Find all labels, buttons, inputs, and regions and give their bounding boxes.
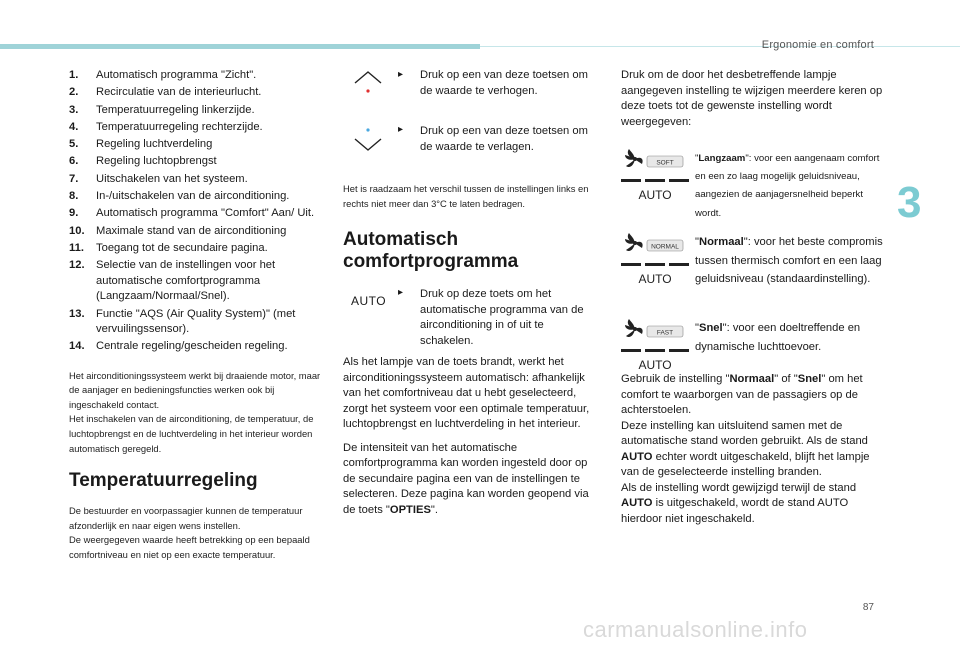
list-item xyxy=(69,339,331,355)
item-text: Temperatuurregeling rechterzijde. xyxy=(96,120,263,133)
page-number: 87 xyxy=(862,602,874,613)
text: echter wordt uitgeschakeld, blijft het lampje van de geselecteerde instelling branden. xyxy=(621,450,870,478)
bullet-marker: ▸ xyxy=(398,287,404,299)
header-rule xyxy=(480,46,960,47)
bullet-marker: ▸ xyxy=(398,69,404,80)
item-text: Uitschakelen van het systeem. xyxy=(96,172,248,185)
mode-badge: SOFT xyxy=(656,159,674,167)
chevron-up-icon xyxy=(353,68,383,100)
para-intensity-end: ". xyxy=(430,503,439,516)
fast-label: Snel xyxy=(797,373,822,385)
item-text: Centrale regeling/gescheiden regeling. xyxy=(96,340,288,353)
text: is uitgeschakeld, wordt de stand AUTO hierdoor niet ingeschakeld. xyxy=(621,497,849,525)
auto-button-label: AUTO xyxy=(351,294,387,309)
item-number: 12. xyxy=(69,259,85,272)
text: " om het comfort te waarborgen van de passagiers op de achterstoelen. xyxy=(621,373,863,416)
text: " of " xyxy=(774,373,798,385)
text: Als de instelling wordt gewijzigd terwijl de stand xyxy=(621,481,857,494)
list-item xyxy=(69,137,331,153)
item-text: Functie "AQS (Air Quality System)" (met vervuilingssensor). xyxy=(96,307,296,336)
item-text: Recirculatie van de interieurlucht. xyxy=(96,86,262,99)
fan-icon xyxy=(621,230,691,296)
list-item xyxy=(69,258,331,305)
item-number: 1. xyxy=(69,69,79,81)
item-text: Maximale stand van de airconditioning xyxy=(96,224,287,237)
auto-row xyxy=(343,287,601,351)
item-number: 3. xyxy=(69,103,79,116)
chapter-number: 3 xyxy=(897,178,922,227)
mode-auto-label: AUTO xyxy=(638,272,672,286)
mode-badge: FAST xyxy=(656,329,674,337)
mode-entry xyxy=(621,146,883,230)
list-item xyxy=(69,172,331,188)
mode-name: Snel xyxy=(698,322,723,334)
section-title: Ergonomie en comfort xyxy=(761,39,874,51)
auto-label: AUTO xyxy=(621,450,653,463)
item-number: 13. xyxy=(69,307,85,320)
item-text: Automatisch programma "Comfort" Aan/ Uit. xyxy=(96,207,315,220)
item-text: Automatisch programma "Zicht". xyxy=(96,69,257,81)
note-temperature-2: De weergegeven waarde heeft betrekking op een bepaald comfortniveau en niet op een exacte temperatuur. xyxy=(69,534,310,560)
header-accent-bar xyxy=(0,44,480,49)
list-item xyxy=(69,154,331,170)
item-text: Toegang tot de secundaire pagina. xyxy=(96,241,268,254)
list-item xyxy=(69,103,331,119)
item-number: 11. xyxy=(69,241,84,254)
mode-quote-close: " xyxy=(743,236,748,248)
text: Gebruik de instelling " xyxy=(621,373,730,385)
decrease-row xyxy=(343,124,601,180)
item-text: Regeling luchtverdeling xyxy=(96,138,213,151)
heading-auto-comfort: Automatisch comfortprogramma xyxy=(343,229,519,273)
item-number: 10. xyxy=(69,224,85,237)
mode-name: Langzaam xyxy=(698,153,746,164)
para-intensity xyxy=(343,441,601,519)
auto-label: AUTO xyxy=(621,497,653,509)
para-auto-lamp: Als het lampje van de toets brandt, werkt het airconditioningssysteem automatisch: afhankelijk van het comfortniveau dat u hebt geselecteerd, zorgt het systeem voor een optimale temperatuur, luchtopbrengst en luchtverdeling in het interieur. xyxy=(343,356,590,431)
list-item xyxy=(69,68,331,84)
item-number: 6. xyxy=(69,155,79,168)
mode-entry xyxy=(621,230,883,316)
options-label: OPTIES xyxy=(389,503,431,516)
mode-auto-label: AUTO xyxy=(638,188,672,202)
mode-desc: : voor het beste compromis tussen thermisch comfort en een laag geluidsniveau (standaardinstelling). xyxy=(695,236,883,285)
item-number: 2. xyxy=(69,86,79,99)
item-number: 4. xyxy=(69,120,79,133)
note-temperature-1: De bestuurder en voorpassagier kunnen de temperatuur afzonderlijk en naar eigen wens instellen. xyxy=(69,505,303,531)
mode-quote-close: " xyxy=(745,153,749,164)
list-item xyxy=(69,224,331,240)
mode-auto-label: AUTO xyxy=(638,358,672,372)
item-text: In-/uitschakelen van de airconditioning. xyxy=(96,190,290,203)
item-number: 14. xyxy=(69,340,85,353)
fan-icon xyxy=(621,316,691,382)
auto-text: Druk op deze toets om het automatische programma van de airconditioning in of uit te schakelen. xyxy=(420,288,584,347)
mode-quote-open: " xyxy=(695,322,699,334)
heading-temperature: Temperatuurregeling xyxy=(69,470,258,492)
intro-text: Druk om de door het desbetreffende lampje aangegeven instelling te wijzigen meerdere keren op deze toets tot de gewenste instelling wordt weergegeven: xyxy=(621,69,883,128)
chevron-down-icon xyxy=(353,124,383,156)
increase-text: Druk op een van deze toetsen om de waarde te verhogen. xyxy=(420,69,588,97)
mode-description xyxy=(695,318,883,355)
bullet-marker: ▸ xyxy=(398,124,404,135)
para-change-setting xyxy=(621,481,883,528)
para-auto-only xyxy=(621,419,883,481)
mode-badge: NORMAL xyxy=(651,243,679,251)
normal-label: Normaal xyxy=(729,373,775,385)
mode-description xyxy=(695,148,883,221)
decrease-text: Druk op een van deze toetsen om de waarde te verlagen. xyxy=(420,125,588,153)
mode-entry xyxy=(621,316,883,378)
column-3 xyxy=(621,68,883,527)
item-number: 9. xyxy=(69,207,79,220)
note-automatic: Het inschakelen van de airconditioning, de temperatuur, de luchtopbrengst en de luchtverdeling in het interieur worden automatisch geregeld. xyxy=(69,413,314,454)
para-intensity-text: De intensiteit van het automatische comfortprogramma kan worden ingesteld door op de secundaire pagina een van de instellingen te selecteren. Deze pagina kan worden geopend via de toets " xyxy=(343,441,589,516)
column-2 xyxy=(343,68,601,518)
mode-desc: : voor een doeltreffende en dynamische luchttoevoer. xyxy=(695,322,861,353)
control-list xyxy=(69,68,331,355)
text: Deze instelling kan uitsluitend samen met de automatische stand worden gebruikt. Als de stand xyxy=(621,419,868,447)
item-number: 5. xyxy=(69,138,79,151)
list-item xyxy=(69,120,331,136)
mode-quote-open: " xyxy=(695,153,699,164)
column-1 xyxy=(69,68,331,563)
list-item xyxy=(69,307,331,338)
list-item xyxy=(69,241,331,257)
mode-list xyxy=(621,146,883,378)
watermark: carmanualsonline.info xyxy=(583,617,808,642)
note-operation: Het airconditioningssysteem werkt bij draaiende motor, maar de aanjager en bedieningsfuncties werken ook bij ingeschakeld contact. xyxy=(69,369,321,410)
mode-quote-open: " xyxy=(695,236,699,248)
list-item xyxy=(69,85,331,101)
mode-quote-close: " xyxy=(722,322,727,334)
item-text: Selectie van de instellingen voor het automatische comfortprogramma (Langzaam/Normaal/Snel). xyxy=(96,259,276,303)
mode-name: Normaal xyxy=(698,236,744,248)
fan-icon xyxy=(621,146,691,212)
list-item xyxy=(69,189,331,205)
item-text: Temperatuurregeling linkerzijde. xyxy=(96,103,255,116)
increase-row xyxy=(343,68,601,124)
item-number: 7. xyxy=(69,172,79,185)
note-difference: Het is raadzaam het verschil tussen de instellingen links en rechts niet meer dan 3°C te laten bedragen. xyxy=(343,183,589,209)
item-number: 8. xyxy=(69,190,79,203)
mode-desc: : voor een aangenaam comfort en een zo laag mogelijk geluidsniveau, aangezien de aanjagersnelheid beperkt wordt. xyxy=(695,153,880,219)
item-text: Regeling luchtopbrengst xyxy=(96,155,217,168)
list-item xyxy=(69,206,331,222)
mode-description xyxy=(695,232,883,288)
